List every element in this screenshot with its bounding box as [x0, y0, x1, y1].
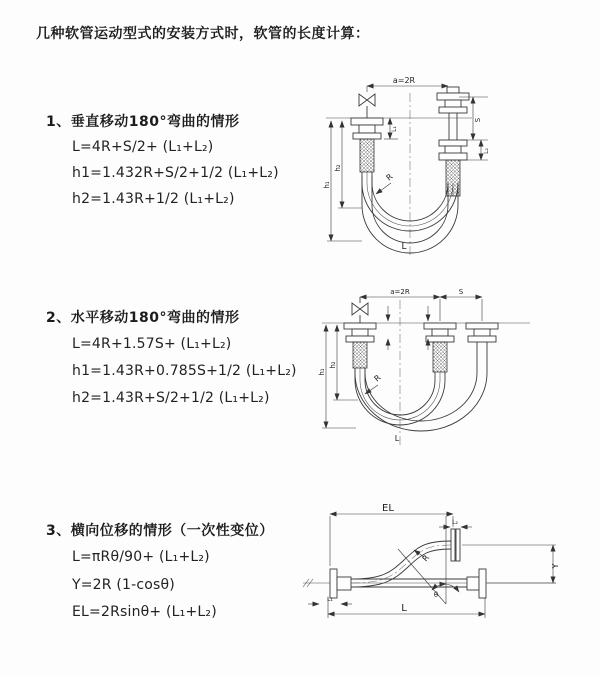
braided-hose-section — [433, 342, 447, 372]
dim-label-l1: L₁ — [391, 126, 398, 132]
section-1-heading: 1、垂直移动180°弯曲的情形 — [46, 114, 240, 130]
dim-label-el: EL — [382, 503, 394, 514]
dim-label-a2r: a=2R — [390, 288, 410, 296]
dim-label-l2: L₂ — [483, 148, 490, 154]
dim-label-r: R — [384, 172, 395, 183]
flange-left — [330, 569, 337, 598]
dim-label-y: Y — [551, 563, 560, 569]
diagram-horizontal-180-bend — [310, 283, 600, 458]
dim-label-l2: L₂ — [452, 519, 458, 526]
section-3-formula-L: L=πRθ/90+ (L₁+L₂) — [72, 549, 210, 565]
dim-label-l: L — [401, 603, 407, 614]
dim-label-r: R — [420, 553, 432, 564]
section-2-heading: 2、水平移动180°弯曲的情形 — [46, 310, 240, 326]
diagram-vertical-180-bend — [310, 70, 600, 265]
section-3-heading: 3、横向位移的情形（一次性变位） — [46, 523, 274, 539]
braided-hose-section — [353, 342, 367, 368]
section-2-formula-h1: h1=1.43R+0.785S+1/2 (L₁+L₂) — [72, 363, 297, 379]
dim-label-h1: h₁ — [318, 368, 326, 376]
flange-middle — [424, 323, 456, 342]
section-3-formula-Y: Y=2R (1-cosθ) — [72, 577, 175, 593]
flange-right — [466, 323, 498, 342]
braided-hose-section — [360, 139, 374, 172]
dim-label-a2r: a=2R — [392, 76, 416, 85]
dim-label-h1: h₁ — [323, 181, 331, 189]
page-title: 几种软管运动型式的安装方式时，软管的长度计算： — [36, 26, 370, 42]
valve-icon — [352, 303, 360, 315]
section-1-formula-L: L=4R+S/2+ (L₁+L₂) — [72, 139, 214, 155]
valve-icon — [359, 94, 367, 106]
dim-label-l: L — [394, 434, 400, 443]
section-3-formula-EL: EL=2Rsinθ+ (L₁+L₂) — [72, 604, 217, 620]
flange-right-original — [467, 577, 479, 590]
dim-label-l1: L₁ — [327, 596, 333, 603]
dim-label-l: L — [401, 242, 407, 252]
section-1-formula-h1: h1=1.432R+S/2+1/2 (L₁+L₂) — [72, 165, 279, 181]
section-1-formula-h2: h2=1.43R+1/2 (L₁+L₂) — [72, 191, 235, 207]
dim-label-h2: h₂ — [329, 361, 337, 369]
diagram-lateral-displacement — [298, 500, 600, 650]
section-2-formula-L: L=4R+1.57S+ (L₁+L₂) — [72, 336, 232, 352]
flange-right-displaced — [451, 529, 455, 561]
dim-label-s: S — [458, 288, 464, 296]
dim-label-theta: θ — [433, 591, 439, 599]
flange-left — [344, 323, 376, 342]
dim-label-s: S — [474, 117, 482, 123]
dim-label-r: R — [372, 373, 383, 384]
dim-label-h2: h₂ — [334, 164, 342, 172]
section-2-formula-h2: h2=1.43R+S/2+1/2 (L₁+L₂) — [72, 390, 270, 406]
